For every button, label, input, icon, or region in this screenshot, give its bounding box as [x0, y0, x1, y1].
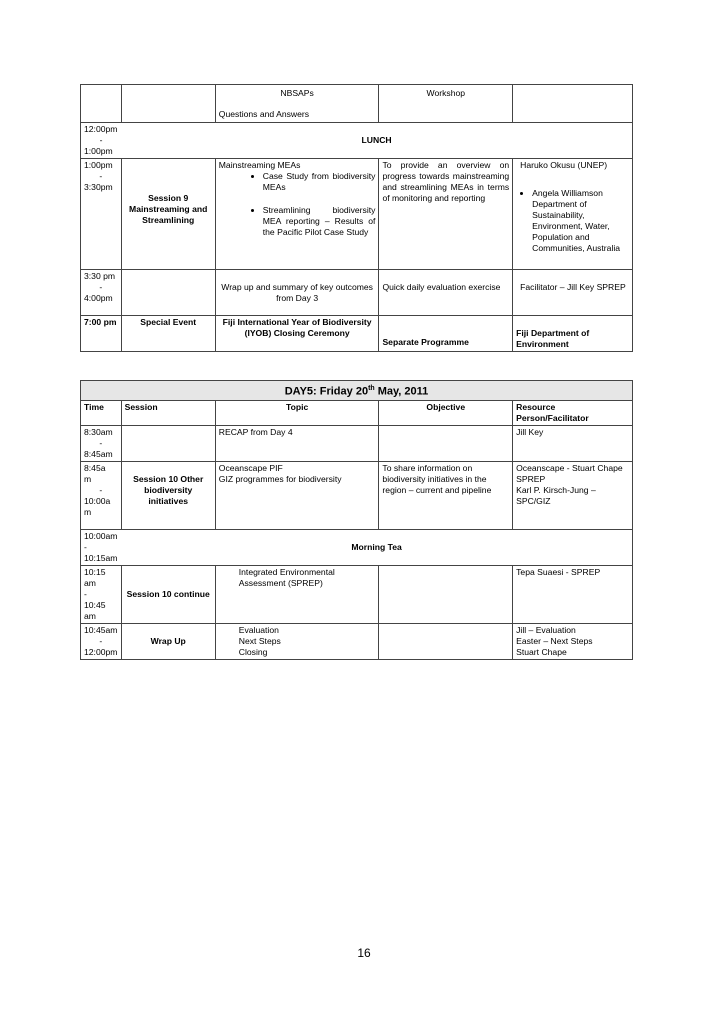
session-cell [121, 461, 215, 529]
session-label: Session 10 continue [126, 588, 210, 599]
time-text: - [99, 171, 103, 181]
resource-text: Facilitator – Jill Key SPREP [520, 282, 626, 292]
session-cell [121, 316, 215, 352]
time-text: 12:00pm [84, 124, 118, 134]
objective-cell [379, 623, 513, 659]
list-item: • Streamlining biodiversity MEA reporting – Results of the Pacific Pilot Case Study [263, 205, 376, 238]
resource-cell [513, 425, 633, 461]
session-label: Wrap Up [150, 635, 186, 646]
morning-tea-cell [121, 529, 632, 565]
resource-text: Karl P. Kirsch-Jung – [516, 484, 596, 495]
table-row [81, 565, 633, 623]
time-cell [81, 461, 122, 529]
time-text: 10:45 [84, 599, 106, 610]
day3-agenda-table [80, 84, 633, 352]
resource-cell [513, 159, 633, 270]
page-number: 16 [357, 946, 371, 960]
table-row [81, 159, 633, 270]
table-row [81, 623, 633, 659]
time-cell [81, 270, 122, 316]
header-resource: Resource Person/Facilitator [513, 400, 633, 425]
topic-text: Fiji International Year of Biodiversity (IYOB) Closing Ceremony [222, 317, 372, 338]
topic-cell [215, 565, 379, 623]
time-cell [81, 85, 122, 123]
objective-text: Workshop [426, 88, 466, 98]
objective-text: To provide an overview on progress towards mainstreaming and streamlining MEAs in terms of monitoring and reporting [382, 160, 510, 203]
time-text: 8:30am [84, 426, 113, 437]
column-header-row [81, 400, 633, 425]
time-cell [81, 623, 122, 659]
topic-text: Closing [238, 646, 268, 657]
session-label: Session 9 Mainstreaming and Streamlining [129, 193, 208, 225]
morning-tea-label: Morning Tea [351, 541, 402, 552]
list-item: • Case Study from biodiversity MEAs [263, 171, 376, 193]
day-title-suffix: th [368, 385, 375, 392]
topic-list [219, 171, 376, 238]
topic-cell [215, 623, 379, 659]
objective-cell [379, 159, 513, 270]
table-row [81, 123, 633, 159]
time-cell [81, 425, 122, 461]
list-item: • Angela Williamson Department of Sustainability, Environment, Water, Population and Communities, Australia [532, 188, 629, 254]
topic-cell [215, 270, 379, 316]
objective-cell [379, 270, 513, 316]
time-text: 10:15am [84, 552, 118, 563]
time-text: - [99, 282, 103, 292]
topic-text: RECAP from Day 4 [218, 426, 293, 437]
objective-cell [379, 565, 513, 623]
resource-cell [513, 461, 633, 529]
topic-text: Oceanscape PIF [218, 462, 283, 473]
objective-cell [379, 85, 513, 123]
time-text: 8:45am [84, 448, 113, 459]
time-text: 7:00 pm [84, 317, 117, 327]
time-text: 8:45a [84, 462, 106, 473]
time-text: - [84, 588, 87, 599]
time-text: 3:30 pm [84, 271, 116, 281]
topic-text: NBSAPs [280, 88, 314, 98]
objective-cell [379, 425, 513, 461]
topic-cell [215, 461, 379, 529]
header-time: Time [81, 400, 122, 425]
resource-text: Tepa Suaesi - SPREP [516, 566, 601, 577]
resource-text: Jill – Evaluation [516, 624, 576, 635]
day5-agenda-table [80, 380, 633, 660]
resource-text: SPREP [516, 473, 546, 484]
table-title-row [81, 381, 633, 401]
resource-cell [513, 316, 633, 352]
time-text: 4:00pm [84, 293, 113, 303]
topic-text: GIZ programmes for biodiversity [218, 473, 342, 484]
session-label: Session 10 Other biodiversity initiatives [133, 473, 204, 506]
time-text: - [99, 135, 103, 145]
time-cell [81, 159, 122, 270]
time-text: 10:15 [84, 566, 106, 577]
time-text: - [99, 484, 103, 495]
resource-cell [513, 85, 633, 123]
topic-text: Integrated Environmental Assessment (SPREP) [238, 566, 335, 588]
session-cell [121, 565, 215, 623]
time-text: 10:45am [84, 624, 118, 635]
table-row [81, 85, 633, 123]
resource-cell [513, 623, 633, 659]
topic-heading: Mainstreaming MEAs [218, 160, 301, 170]
time-cell [81, 529, 122, 565]
objective-text: To share information on biodiversity initiatives in the region – current and pipeline [382, 462, 492, 495]
session-cell [121, 159, 215, 270]
resource-text: Jill Key [516, 426, 544, 437]
day-title-text: DAY5: Friday 20 [284, 385, 369, 398]
resource-text: Fiji Department of Environment [516, 328, 590, 349]
topic-cell [215, 425, 379, 461]
resource-cell [513, 565, 633, 623]
header-session: Session [121, 400, 215, 425]
session-cell [121, 85, 215, 123]
time-text: m [84, 506, 92, 517]
time-text: am [84, 577, 96, 588]
time-text: 10:00a [84, 495, 111, 506]
topic-cell [215, 85, 379, 123]
header-topic: Topic [215, 400, 379, 425]
topic-cell [215, 159, 379, 270]
objective-cell [379, 461, 513, 529]
time-text: - [99, 437, 103, 448]
time-cell [81, 565, 122, 623]
time-text: 1:00pm [84, 160, 113, 170]
time-text: 10:00am [84, 530, 118, 541]
session-label: Special Event [140, 317, 197, 327]
topic-list [219, 625, 376, 658]
time-text: am [84, 610, 96, 621]
table-row [81, 425, 633, 461]
session-cell [121, 425, 215, 461]
topic-text: Wrap up and summary of key outcomes from Day 3 [221, 282, 373, 303]
time-text: 12:00pm [84, 646, 118, 657]
topic-text: Next Steps [238, 635, 281, 646]
table-row [81, 316, 633, 352]
table-row [81, 461, 633, 529]
resource-text: Stuart Chape [516, 646, 567, 657]
topic-text: Questions and Answers [218, 109, 310, 119]
lunch-cell [121, 123, 632, 159]
header-objective: Objective [379, 400, 513, 425]
session-cell [121, 270, 215, 316]
time-cell [81, 316, 122, 352]
topic-cell [215, 316, 379, 352]
time-text: m [84, 473, 92, 484]
time-text: - [84, 541, 87, 552]
day-title [81, 381, 633, 401]
resource-heading: Haruko Okusu (UNEP) [520, 160, 608, 170]
resource-text: Easter – Next Steps [516, 635, 593, 646]
time-text: 3:30pm [84, 182, 113, 192]
day-title-text: May, 2011 [374, 385, 429, 398]
resource-list [516, 188, 629, 254]
time-cell [81, 123, 122, 159]
resource-text: Oceanscape - Stuart Chape [516, 462, 623, 473]
objective-text: Separate Programme [382, 337, 469, 347]
lunch-label: LUNCH [361, 135, 392, 145]
table-row [81, 529, 633, 565]
session-cell [121, 623, 215, 659]
table-row [81, 270, 633, 316]
objective-cell [379, 316, 513, 352]
resource-cell [513, 270, 633, 316]
time-text: 1:00pm [84, 146, 113, 156]
resource-text: SPC/GIZ [516, 495, 551, 506]
objective-text: Quick daily evaluation exercise [382, 282, 501, 292]
time-text: - [99, 635, 103, 646]
topic-text: Evaluation [238, 624, 279, 635]
